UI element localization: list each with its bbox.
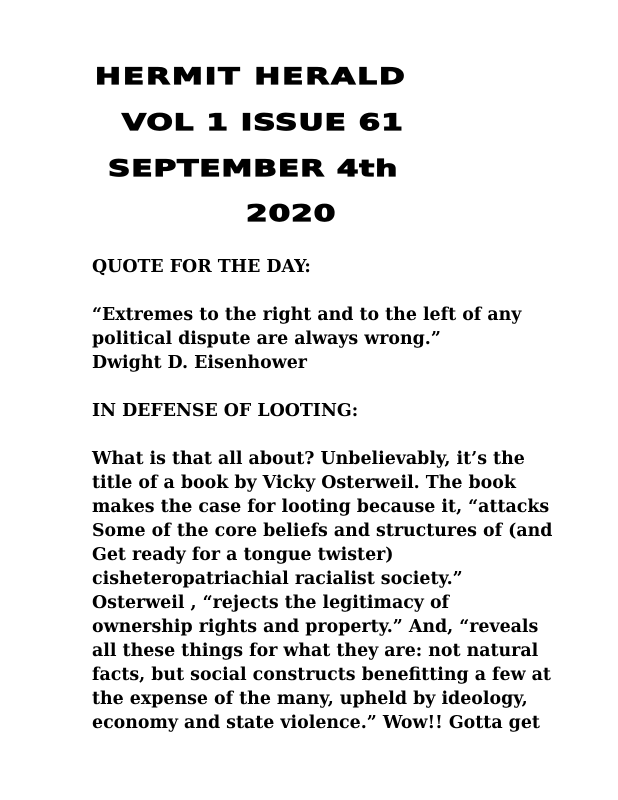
quote-author: Dwight D. Eisenhower (92, 353, 307, 373)
article-line: the expense of the many, upheld by ideology, (92, 689, 528, 709)
newsletter-title: HERMIT HERALD (95, 63, 407, 90)
article-line: title of a book by Vicky Osterweil. The book (92, 473, 516, 493)
article-line: Some of the core beliefs and structures of (and (92, 521, 553, 541)
blank-line (92, 279, 612, 303)
article-line: cisheteropatriachial racialist society.” (92, 569, 463, 589)
quote-line: political dispute are always wrong.” (92, 329, 441, 349)
blank-line (92, 423, 612, 447)
article-line: Get ready for a tongue twister) (92, 545, 394, 565)
article-line: facts, but social constructs benefitting a few at (92, 665, 551, 685)
volume-issue: VOL 1 ISSUE 61 (122, 109, 404, 136)
article-line: What is that all about? Unbelievably, it’s the (92, 449, 525, 469)
issue-date: SEPTEMBER 4th (108, 155, 399, 182)
quote-heading: QUOTE FOR THE DAY: (92, 257, 311, 277)
quote-line: “Extremes to the right and to the left of any (92, 305, 522, 325)
article-line: Osterweil , “rejects the legitimacy of (92, 593, 450, 613)
article-heading: IN DEFENSE OF LOOTING: (92, 401, 359, 421)
issue-year: 2020 (246, 200, 337, 227)
quote-section (92, 255, 612, 735)
article-line: makes the case for looting because it, “attacks (92, 497, 550, 517)
article-line: all these things for what they are: not natural (92, 641, 539, 661)
blank-line (92, 375, 612, 399)
article-line: ownership rights and property.” And, “reveals (92, 617, 539, 637)
article-line: economy and state violence.” Wow!! Gotta get (92, 713, 540, 733)
